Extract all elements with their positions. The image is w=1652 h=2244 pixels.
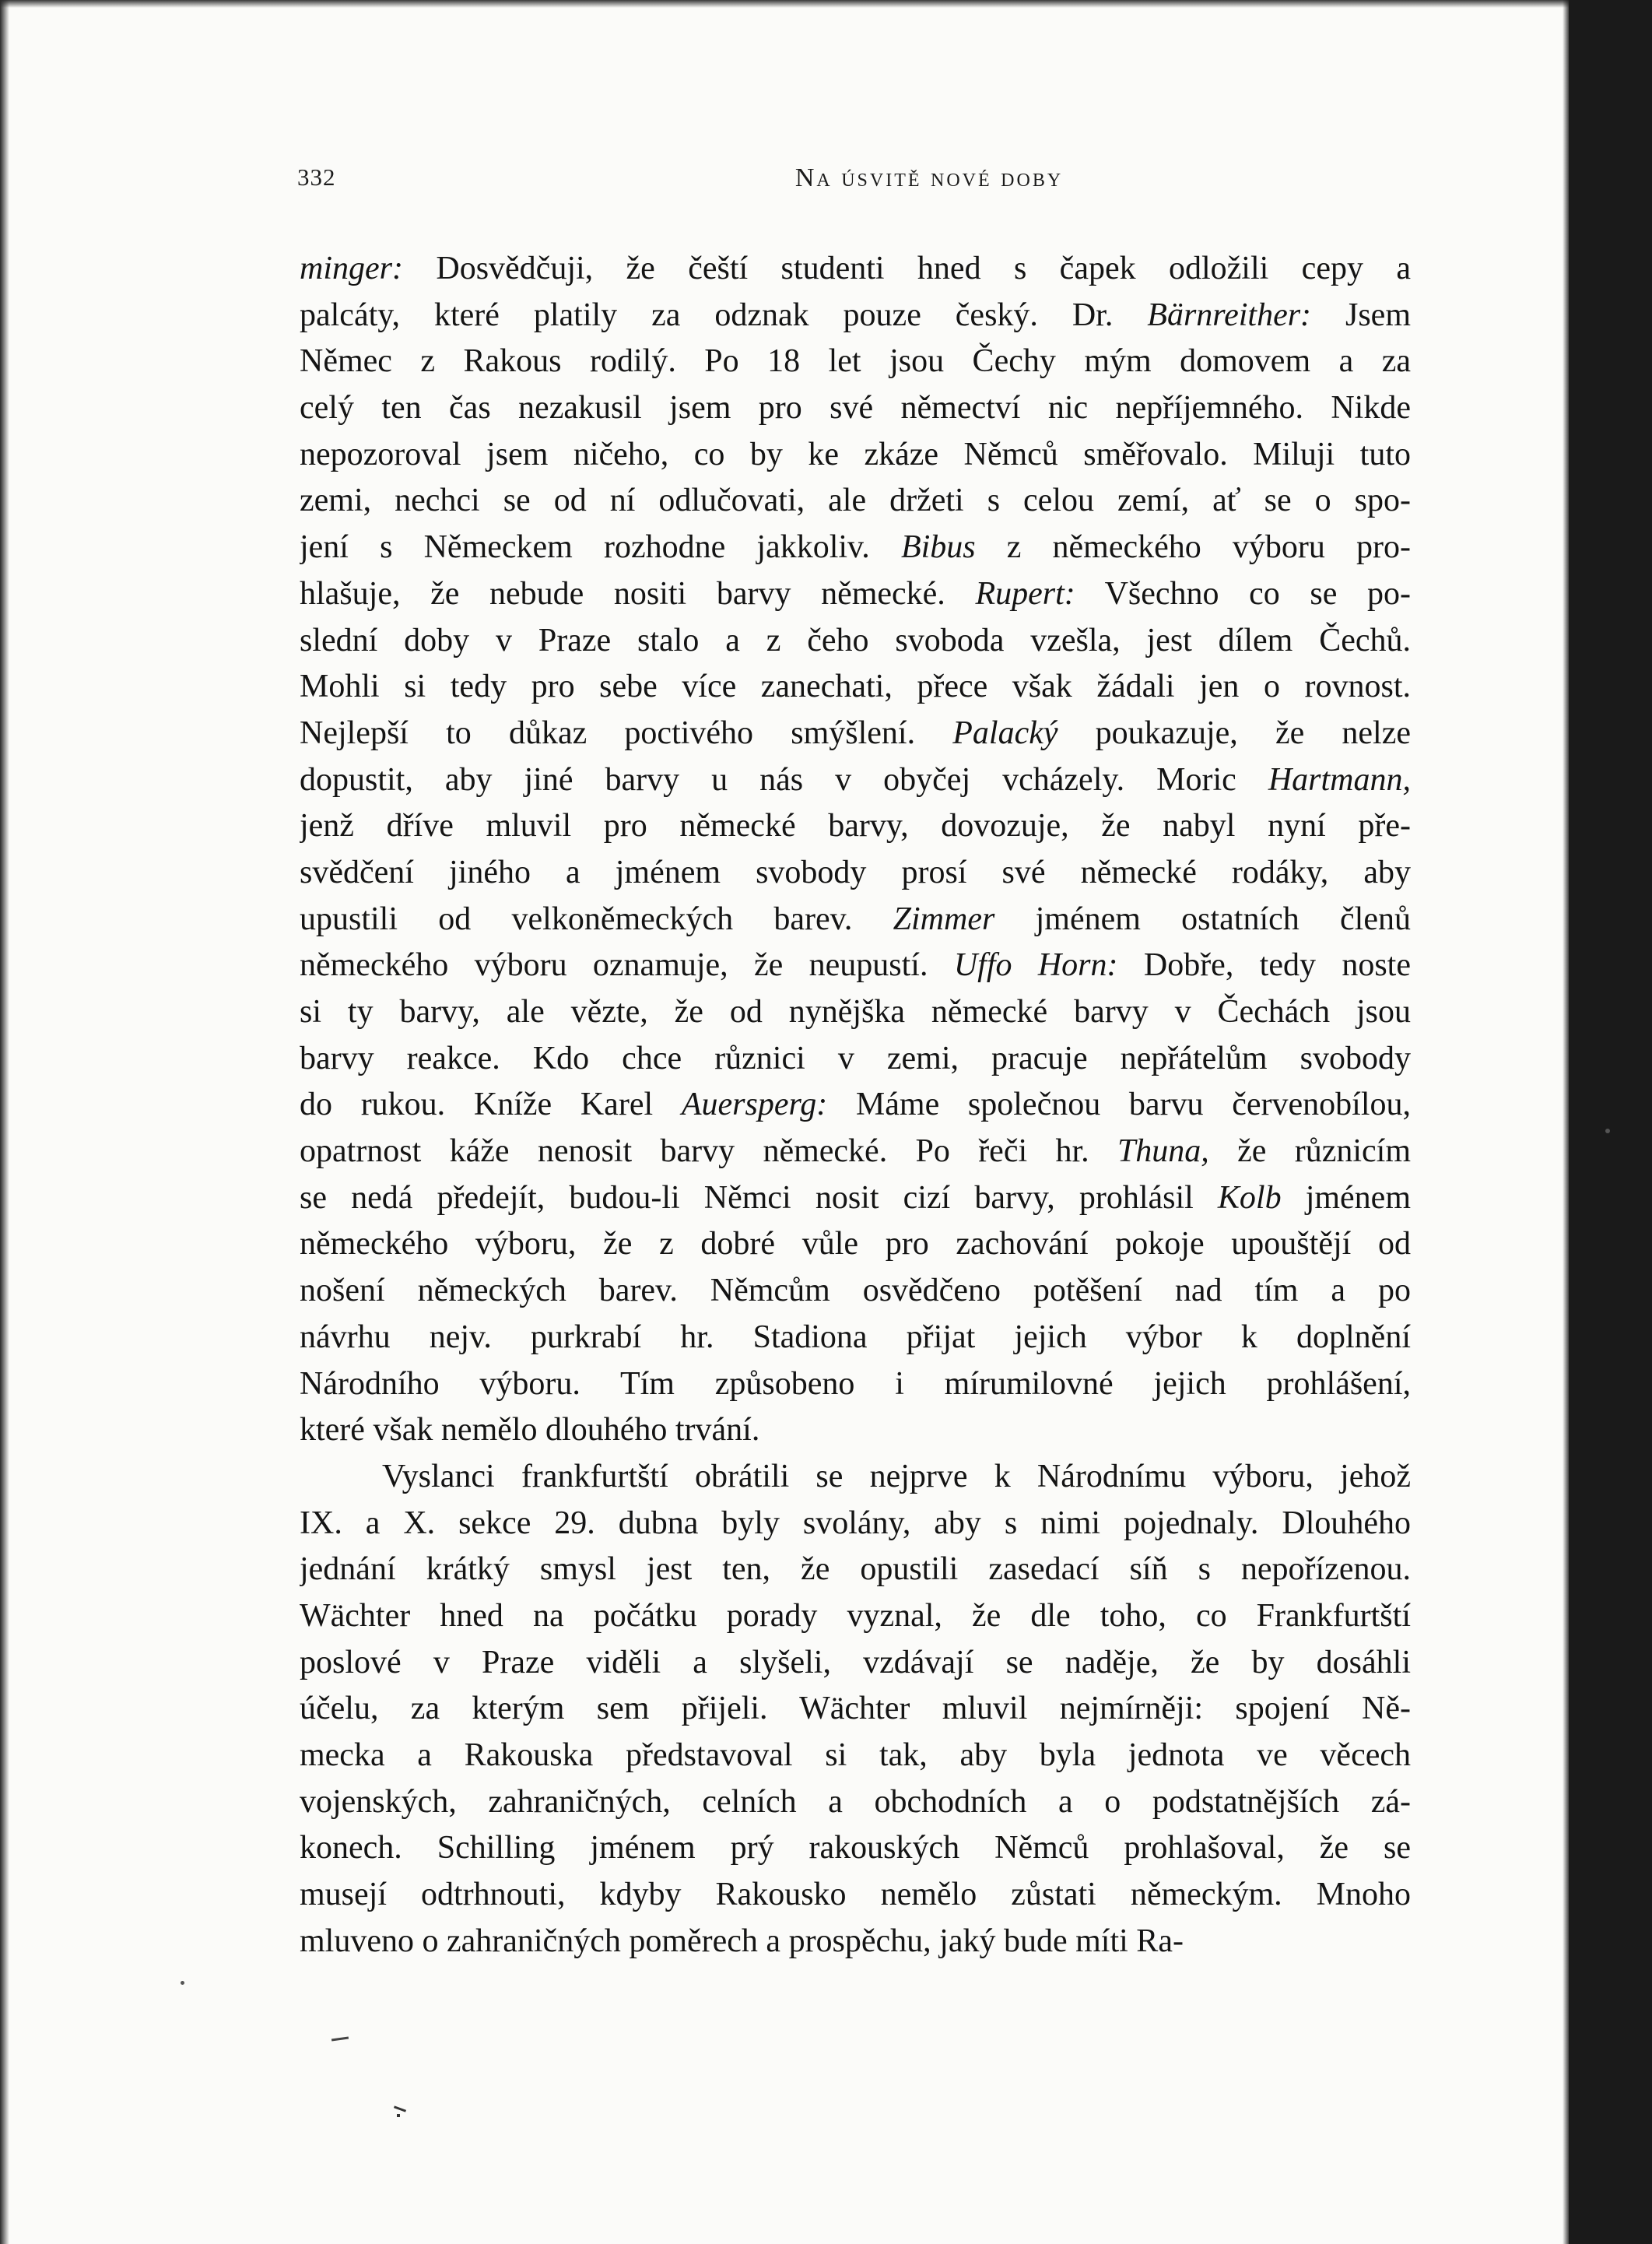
- text-line: [300, 711, 1411, 757]
- text-line: [300, 1686, 1411, 1733]
- paragraph: [300, 1454, 1411, 1965]
- text-line: [300, 1268, 1411, 1315]
- scan-edge-right: [1569, 0, 1652, 2244]
- text-line: [300, 1547, 1411, 1593]
- text-run: zemi, nechci se od ní odlučovati, ale držeti s celou zemí, ať se o spo-: [300, 483, 1411, 519]
- text-run: IX. a X. sekce 29. dubna byly svolány, aby s nimi pojednaly. Dlouhého: [300, 1505, 1411, 1541]
- text-line: [300, 1501, 1411, 1547]
- text-run: Všechno co se po-: [1075, 575, 1411, 612]
- text-run: slední doby v Praze stalo a z čeho svoboda vzešla, jest dílem Čechů.: [300, 622, 1411, 658]
- scan-edge-top: [0, 0, 1652, 8]
- text-line: [300, 1919, 1411, 1965]
- italic-name: Hartmann,: [1268, 761, 1411, 798]
- paper-speck: [1605, 1129, 1610, 1133]
- text-run: návrhu nejv. purkrabí hr. Stadiona přijat jejich výbor k doplnění: [300, 1319, 1411, 1355]
- text-run: německého výboru, že z dobré vůle pro zachování pokoje upouštějí od: [300, 1226, 1411, 1262]
- text-line: [300, 478, 1411, 525]
- italic-name: Bärnreither:: [1147, 297, 1312, 333]
- text-run: Máme společnou barvu červenobílou,: [827, 1087, 1411, 1123]
- text-run: účelu, za kterým sem přijeli. Wächter mluvil nejmírněji: spojení Ně-: [300, 1691, 1411, 1727]
- paper-speck: [394, 2105, 406, 2112]
- running-head: [297, 163, 1531, 198]
- text-line: [300, 664, 1411, 711]
- text-run: nepozoroval jsem ničeho, co by ke zkáze Němců směřovalo. Miluji tuto: [300, 436, 1411, 472]
- text-line: [300, 1315, 1411, 1361]
- text-run: poslové v Praze viděli a slyšeli, vzdávají se naděje, že by dosáhli: [300, 1644, 1411, 1680]
- text-line: [300, 1779, 1411, 1826]
- text-run: poukazuje, že nelze: [1057, 715, 1411, 751]
- text-run: Dosvědčuji, že čeští studenti hned s čapek odložili cepy a: [402, 251, 1411, 286]
- text-run: barvy reakce. Kdo chce různici v zemi, pracuje nepřátelům svobody: [300, 1040, 1411, 1076]
- text-run: z německého výboru pro-: [975, 529, 1411, 566]
- text-run: Němec z Rakous rodilý. Po 18 let jsou Čechy mým domovem a za: [300, 343, 1411, 380]
- running-title: Na úsvitě nové doby: [794, 163, 1064, 192]
- text-run: musejí odtrhnouti, kdyby Rakousko nemělo zůstati německým. Mnoho: [300, 1877, 1411, 1913]
- text-line: [300, 1129, 1411, 1175]
- text-run: palcáty, které platily za odznak pouze český. Dr.: [300, 297, 1148, 333]
- text-run: Dobře, tedy noste: [1117, 947, 1411, 984]
- italic-name: Rupert:: [975, 575, 1075, 612]
- text-line: [300, 293, 1411, 339]
- italic-name: Thuna,: [1117, 1133, 1209, 1170]
- text-run: svědčení jiného a jménem svobody prosí své německé rodáky, aby: [300, 854, 1411, 890]
- text-line: [300, 525, 1411, 571]
- text-run: Wächter hned na počátku porady vyznal, že dle toho, co Frankfurtští: [300, 1597, 1411, 1634]
- text-run: německého výboru oznamuje, že neupustí.: [300, 947, 954, 984]
- text-line: [300, 757, 1411, 804]
- text-line: [300, 1036, 1411, 1083]
- text-run: dopustit, aby jiné barvy u nás v obyčej vcházely. Moric: [300, 761, 1268, 798]
- text-line: [300, 385, 1411, 432]
- text-line: [300, 1733, 1411, 1779]
- text-line: [300, 1872, 1411, 1919]
- text-line: [300, 1175, 1411, 1222]
- paper-speck: [397, 2114, 400, 2117]
- scan-edge-left: [0, 0, 9, 2244]
- italic-name: Bibus: [900, 529, 976, 566]
- text-line: [300, 618, 1411, 665]
- text-line: [300, 1361, 1411, 1408]
- text-line: [300, 1082, 1411, 1129]
- text-line: [300, 1454, 1411, 1501]
- text-run: mluveno o zahraničných poměrech a prospěchu, jaký bude míti Ra-: [300, 1923, 1184, 1959]
- text-run: si ty barvy, ale vězte, že od nynějška německé barvy v Čechách jsou: [300, 994, 1411, 1030]
- text-line: [300, 246, 1411, 293]
- text-run: jménem: [1281, 1179, 1411, 1216]
- text-line: [300, 1593, 1411, 1640]
- text-line: [300, 432, 1411, 479]
- text-run: vojenských, zahraničných, celních a obchodních a o podstatnějších zá-: [300, 1783, 1411, 1820]
- italic-name: Zimmer: [893, 901, 995, 937]
- text-run: opatrnost káže nenosit barvy německé. Po řeči hr.: [300, 1133, 1117, 1170]
- text-run: jenž dříve mluvil pro německé barvy, dovozuje, že nabyl nyní pře-: [300, 808, 1411, 845]
- text-run: Nejlepší to důkaz poctivého smýšlení.: [300, 715, 953, 751]
- text-run: Mohli si tedy pro sebe více zanechati, přece však žádali jen o rovnost.: [300, 669, 1411, 705]
- text-run: Národního výboru. Tím způsobeno i mírumilovné jejich prohlášení,: [300, 1365, 1411, 1402]
- text-run: nošení německých barev. Němcům osvědčeno potěšení nad tím a po: [300, 1273, 1411, 1309]
- text-run: hlašuje, že nebude nositi barvy německé.: [300, 575, 976, 612]
- text-run: jení s Německem rozhodne jakkoliv.: [300, 529, 901, 566]
- text-run: celý ten čas nezakusil jsem pro své němectví nic nepříjemného. Nikde: [300, 390, 1411, 427]
- text-run: konech. Schilling jménem prý rakouských Němců prohlašoval, že se: [300, 1830, 1411, 1866]
- page-number: 332: [297, 163, 336, 191]
- text-line: [300, 1825, 1411, 1872]
- text-run: do rukou. Kníže Karel: [300, 1087, 682, 1123]
- text-line: [300, 1221, 1411, 1268]
- text-line: [300, 1640, 1411, 1687]
- text-run: jménem ostatních členů: [994, 901, 1411, 937]
- italic-name: Kolb: [1217, 1179, 1282, 1216]
- text-run: Vyslanci frankfurtští obrátili se nejprve k Národnímu výboru, jehož: [382, 1458, 1411, 1494]
- paragraph: [300, 246, 1411, 1454]
- text-line: [300, 1407, 1411, 1454]
- text-line: [300, 571, 1411, 618]
- italic-name: Auersperg:: [681, 1087, 828, 1123]
- italic-name: Palacký: [952, 715, 1058, 751]
- text-line: [300, 339, 1411, 385]
- italic-name: Uffo Horn:: [953, 947, 1118, 984]
- text-run: se nedá předejít, budou-li Němci nosit cizí barvy, prohlásil: [300, 1179, 1218, 1216]
- text-line: [300, 943, 1411, 989]
- paper-speck: [331, 2036, 349, 2041]
- body-text: [300, 246, 1411, 1965]
- text-line: [300, 989, 1411, 1036]
- text-run: že různicím: [1208, 1133, 1411, 1170]
- text-run: upustili od velkoněmeckých barev.: [300, 901, 893, 937]
- text-line: [300, 897, 1411, 943]
- paper-speck: [181, 1981, 184, 1985]
- text-line: [300, 850, 1411, 897]
- italic-name: minger:: [300, 251, 403, 286]
- text-line: [300, 803, 1411, 850]
- text-run: Jsem: [1311, 297, 1411, 333]
- text-run: které však nemělo dlouhého trvání.: [300, 1412, 760, 1449]
- text-run: mecka a Rakouska představoval si tak, aby byla jednota ve věcech: [300, 1737, 1411, 1773]
- text-run: jednání krátký smysl jest ten, že opustili zasedací síň s nepořízenou.: [300, 1551, 1411, 1588]
